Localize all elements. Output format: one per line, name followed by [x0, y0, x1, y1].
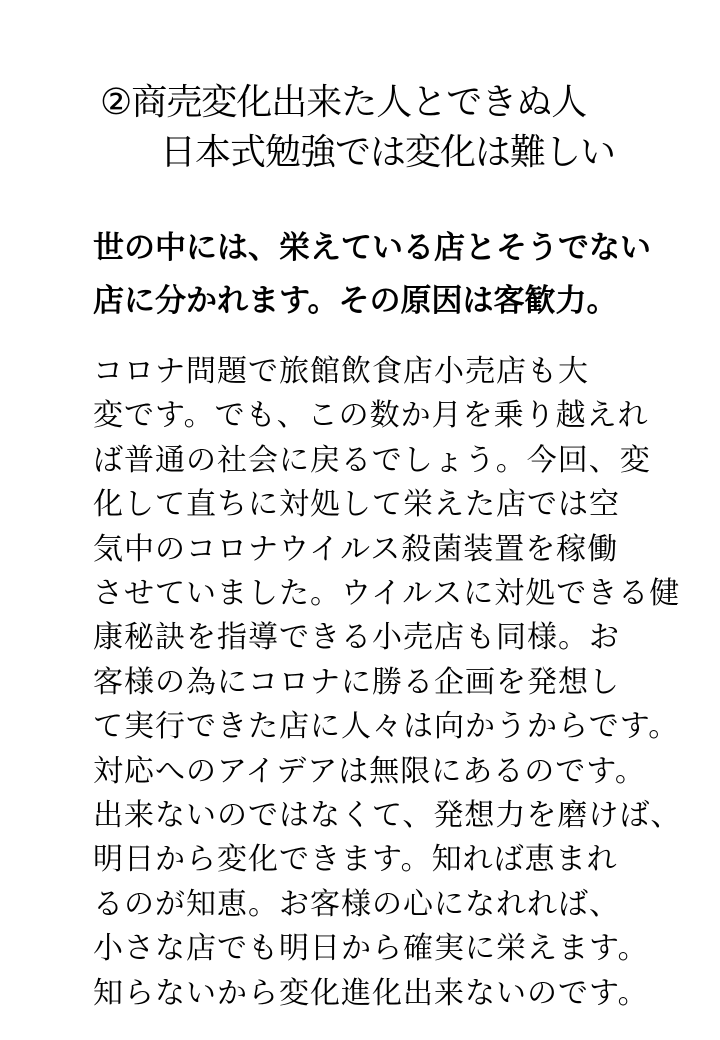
- body-line: 化して直ちに対処して栄えた店では空: [93, 487, 620, 523]
- body-line: 明日から変化できます。知れば恵まれ: [93, 842, 618, 878]
- body-line: 小さな店でも明日から確実に栄えます。: [93, 931, 649, 967]
- body-paragraph: [93, 350, 693, 1016]
- body-line: コロナ問題で旅館飲食店小売店も大: [93, 354, 589, 389]
- body-line: るのが知恵。お客様の心になれれば、: [93, 886, 620, 922]
- body-line: させていました。ウイルスに対処できる健: [93, 576, 681, 612]
- body-line: 知らないから変化進化出来ないのです。: [93, 975, 649, 1011]
- lead-line-2: 店に分かれます。その原因は客歓力。: [93, 283, 618, 319]
- body-line: 変です。でも、この数か月を乗り越えれ: [93, 398, 649, 434]
- body-line: ば普通の社会に戻るでしょう。今回、変: [93, 442, 651, 478]
- title-line-2: 日本式勉強では変化は難しい: [160, 132, 616, 173]
- title-line-1: ②商売変化出来た人とできぬ人: [100, 82, 587, 123]
- body-line: 対応へのアイデアは無限にあるのです。: [93, 753, 646, 789]
- lead-line-1: 世の中には、栄えている店とそうでない: [93, 230, 651, 266]
- body-line: 客様の為にコロナに勝る企画を発想し: [93, 664, 620, 700]
- body-line: 気中のコロナウイルス殺菌装置を稼働: [93, 531, 619, 567]
- body-line: て実行できた店に人々は向かうからです。: [93, 709, 680, 745]
- body-line: 出来ないのではなくて、発想力を磨けば、: [93, 798, 682, 834]
- body-line: 康秘訣を指導できる小売店も同様。お: [93, 620, 620, 656]
- lead-paragraph: [93, 222, 683, 328]
- title-block: [100, 78, 680, 178]
